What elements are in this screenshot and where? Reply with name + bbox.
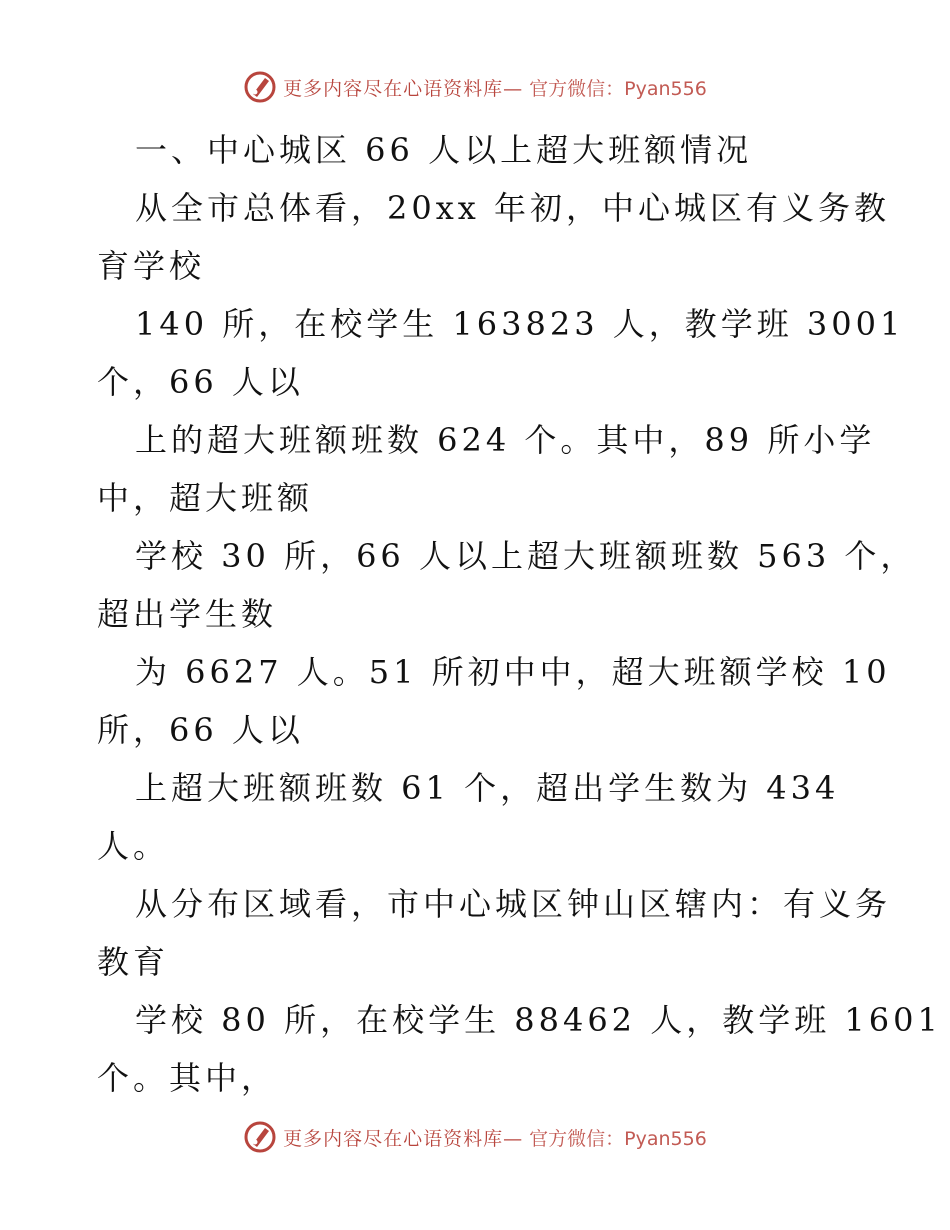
section-heading: 一、中心城区 66 人以上超大班额情况	[135, 131, 753, 169]
text-line: 人。	[97, 827, 170, 865]
pen-seal-icon	[243, 1120, 277, 1154]
text-line: 个，66 人以	[97, 363, 304, 401]
text-line: 学校 80 所，在校学生 88462 人，教学班 1601	[135, 1001, 942, 1039]
watermark-text: 更多内容尽在心语资料库—	[283, 77, 524, 100]
text-line: 为 6627 人。51 所初中中，超大班额学校 10	[135, 653, 891, 691]
text-line: 教育	[97, 943, 170, 981]
text-line: 学校 30 所，66 人以上超大班额班数 563 个，	[135, 537, 917, 575]
header-watermark	[0, 70, 950, 104]
text-line: 从全市总体看，20xx 年初，中心城区有义务教	[135, 189, 890, 227]
text-line: 所，66 人以	[97, 711, 304, 749]
watermark-text: 更多内容尽在心语资料库—	[283, 1127, 524, 1150]
text-line: 个。其中，	[97, 1059, 278, 1097]
pen-seal-icon	[243, 70, 277, 104]
text-line: 上超大班额班数 61 个，超出学生数为 434	[135, 769, 840, 807]
text-line: 140 所，在校学生 163823 人，教学班 3001	[135, 305, 905, 343]
text-line: 从分布区域看，市中心城区钟山区辖内：有义务	[135, 885, 892, 923]
text-line: 中，超大班额	[97, 479, 314, 517]
text-line: 超出学生数	[97, 595, 278, 633]
text-line: 育学校	[97, 247, 206, 285]
watermark-contact: 官方微信：Pyan556	[529, 77, 707, 100]
footer-watermark	[0, 1120, 950, 1154]
text-line: 上的超大班额班数 624 个。其中，89 所小学	[135, 421, 876, 459]
watermark-contact: 官方微信：Pyan556	[529, 1127, 707, 1150]
